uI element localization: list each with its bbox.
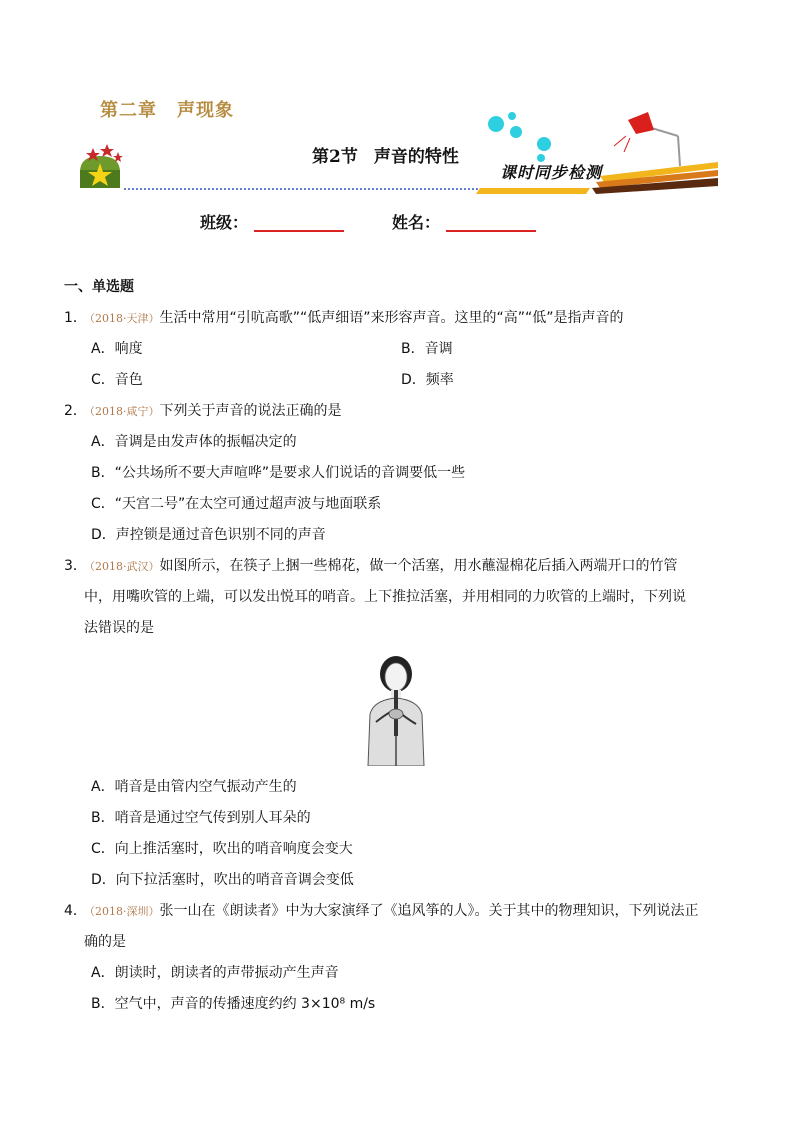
chapter-name: 声现象 xyxy=(177,100,234,121)
option-a[interactable]: A．朗读时，朗读者的声带振动产生声音 xyxy=(91,965,339,981)
name-blank[interactable] xyxy=(446,216,536,232)
option-d[interactable]: D．声控锁是通过音色识别不同的声音 xyxy=(91,527,326,543)
option-b[interactable]: B．“公共场所不要大声喧哗”是要求人们说话的音调要低一些 xyxy=(91,465,466,481)
option-d[interactable]: D．频率 xyxy=(401,372,454,388)
question-number: 1． xyxy=(64,310,87,326)
question-text-cont: 中，用嘴吹管的上端，可以发出悦耳的哨音。上下推拉活塞，并用相同的力吹管的上端时，下列说 xyxy=(84,589,686,605)
question-3 xyxy=(64,551,734,582)
option-a[interactable]: A．音调是由发声体的振幅决定的 xyxy=(91,434,297,450)
question-source: （2018·武汉） xyxy=(84,560,160,573)
question-text-cont: 法错误的是 xyxy=(84,620,154,636)
class-label: 班级： xyxy=(200,213,249,232)
question-number: 2． xyxy=(64,403,87,419)
chapter-title xyxy=(100,96,234,122)
chapter-number: 第二章 xyxy=(100,100,157,121)
question-source: （2018·深圳） xyxy=(84,905,160,918)
section-number: 第2节 xyxy=(312,147,358,167)
section-title xyxy=(312,142,459,167)
question-text: 下列关于声音的说法正确的是 xyxy=(159,403,342,419)
option-a[interactable]: A．响度 xyxy=(91,341,143,357)
name-field xyxy=(392,210,536,233)
option-c[interactable]: C．“天宫二号”在太空可通过超声波与地面联系 xyxy=(91,496,382,512)
question-1 xyxy=(64,303,734,334)
options-row xyxy=(64,365,734,396)
option-c[interactable]: C．音色 xyxy=(91,372,143,388)
option-d[interactable]: D．向下拉活塞时，吹出的哨音音调会变低 xyxy=(91,872,354,888)
person-blowing-whistle-image xyxy=(356,652,436,766)
option-b[interactable]: B．空气中，声音的传播速度约约 3×10⁸ m/s xyxy=(91,996,376,1012)
desk-lamp-icon xyxy=(614,112,680,166)
banner-label: 课时同步检测 xyxy=(500,163,603,182)
question-text: 生活中常用“引吭高歌”“低声细语”来形容声音。这里的“高”“低”是指声音的 xyxy=(159,310,624,326)
section-heading: 一、单选题 xyxy=(64,279,134,295)
option-c[interactable]: C．向上推活塞时，吹出的哨音响度会变大 xyxy=(91,841,353,857)
name-label: 姓名： xyxy=(392,213,441,232)
option-b[interactable]: B．哨音是通过空气传到别人耳朵的 xyxy=(91,810,311,826)
question-text-cont: 确的是 xyxy=(84,934,126,950)
question-source: （2018·天津） xyxy=(84,312,160,325)
option-a[interactable]: A．哨音是由管内空气振动产生的 xyxy=(91,779,297,795)
question-source: （2018·咸宁） xyxy=(84,405,160,418)
options-row xyxy=(64,334,734,365)
question-2 xyxy=(64,396,734,427)
question-4 xyxy=(64,896,734,927)
question-text: 张一山在《朗读者》中为大家演绎了《追风筝的人》。关于其中的物理知识，下列说法正 xyxy=(159,903,699,919)
section-name: 声音的特性 xyxy=(373,147,459,167)
option-b[interactable]: B．音调 xyxy=(401,341,453,357)
class-field xyxy=(200,210,344,233)
question-number: 3． xyxy=(64,558,87,574)
question-text: 如图所示，在筷子上捆一些棉花，做一个活塞，用水蘸湿棉花后插入两端开口的竹管 xyxy=(159,558,678,574)
class-blank[interactable] xyxy=(254,216,344,232)
question-number: 4． xyxy=(64,903,87,919)
badge-star-icon xyxy=(80,144,123,188)
question-list xyxy=(64,272,734,1020)
bubbles-icon xyxy=(488,112,551,162)
